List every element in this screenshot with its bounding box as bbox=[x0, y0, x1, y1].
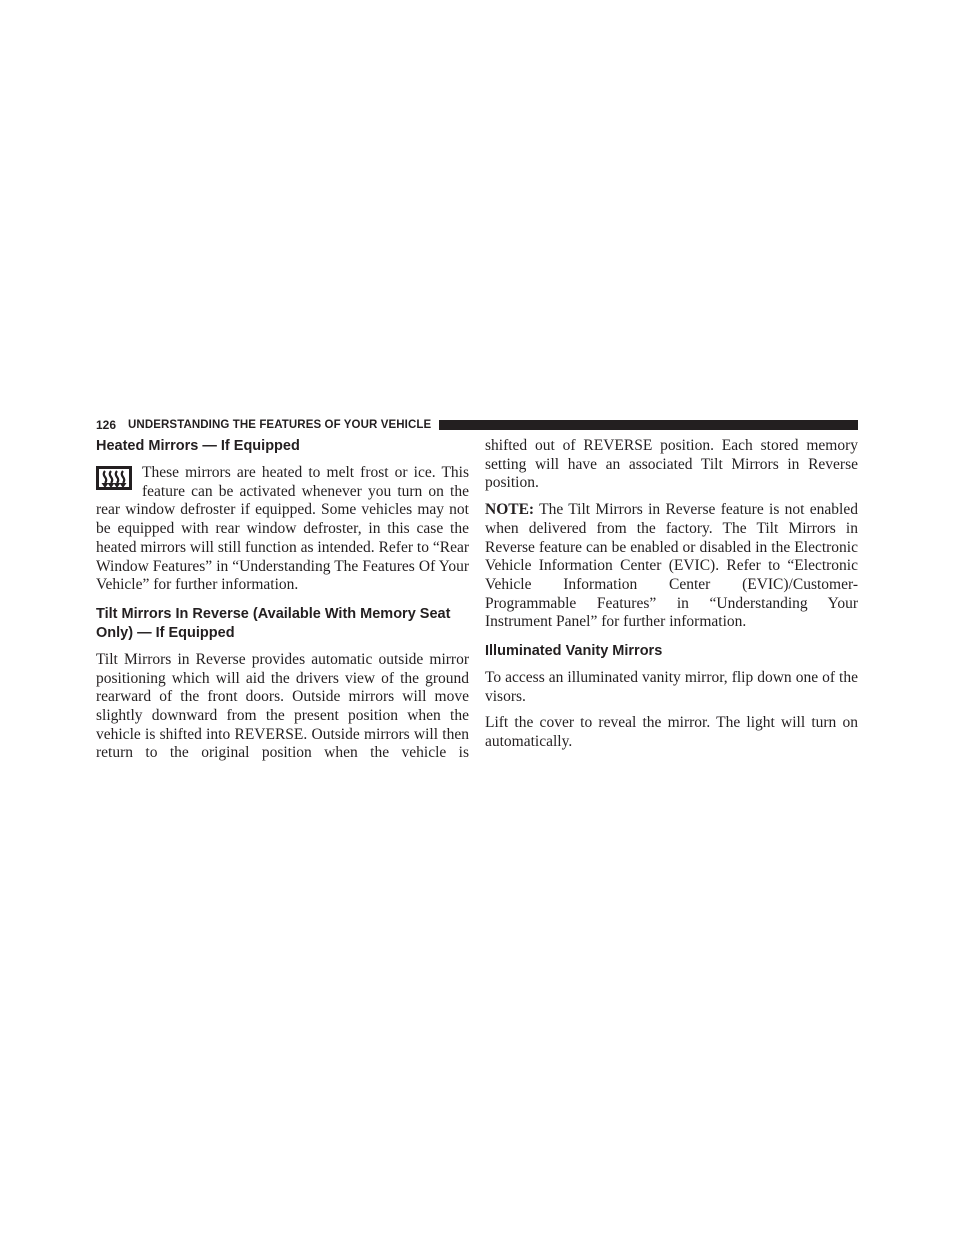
note-paragraph bbox=[485, 501, 858, 632]
page-number: 126 bbox=[96, 418, 117, 432]
heated-mirrors-section bbox=[96, 464, 469, 595]
left-column bbox=[96, 437, 469, 771]
tilt-mirrors-text-continued: shifted out of REVERSE position. Each stored memory setting will have an associated Tilt Mirrors in Reverse position. bbox=[485, 437, 858, 492]
page-header bbox=[96, 417, 858, 433]
vanity-mirrors-text-1: To access an illuminated vanity mirror, flip down one of the visors. bbox=[485, 669, 858, 705]
heated-mirrors-heading: Heated Mirrors — If Equipped bbox=[96, 438, 300, 454]
tilt-mirrors-heading: Tilt Mirrors In Reverse (Available With Memory Seat Only) — If Equipped bbox=[96, 605, 451, 641]
tilt-mirrors-text: Tilt Mirrors in Reverse provides automatic outside mirror positioning which will aid the drivers view of the ground rearward of the front doors. Outside mirrors will move slightly downward from the present position when the vehicle is shifted into REVERSE. Outside mirrors will then return to the original position when the vehicle is bbox=[96, 650, 469, 762]
note-text: The Tilt Mirrors in Reverse feature is not enabled when delivered from the factory. The Tilt Mirrors in Reverse feature can be enabled or disabled in the Electronic Vehicle Information Center (EVIC). Refer to “Electronic Vehicle Information Center (EVIC)/Customer-Programmable Features” in “Understanding Your Instrument Panel” for further information. bbox=[485, 501, 858, 631]
header-rule bbox=[439, 420, 858, 430]
note-label: NOTE: bbox=[485, 501, 535, 519]
heated-mirrors-text: These mirrors are heated to melt frost or ice. This feature can be activated whenever you turn on the rear window defroster if equipped. Some vehicles may not be equipped with rear window defroster, in this case the heated mirrors will still function as intended. Refer to “Rear Window Features” in “Understanding The Features Of Your Vehicle” for further information. bbox=[96, 464, 469, 594]
vanity-mirrors-text-2: Lift the cover to reveal the mirror. The light will turn on automatically. bbox=[485, 714, 858, 751]
vanity-mirrors-heading: Illuminated Vanity Mirrors bbox=[485, 643, 663, 660]
rear-defroster-icon bbox=[96, 466, 132, 492]
running-title: UNDERSTANDING THE FEATURES OF YOUR VEHICLE bbox=[128, 419, 432, 431]
right-column bbox=[485, 437, 858, 760]
